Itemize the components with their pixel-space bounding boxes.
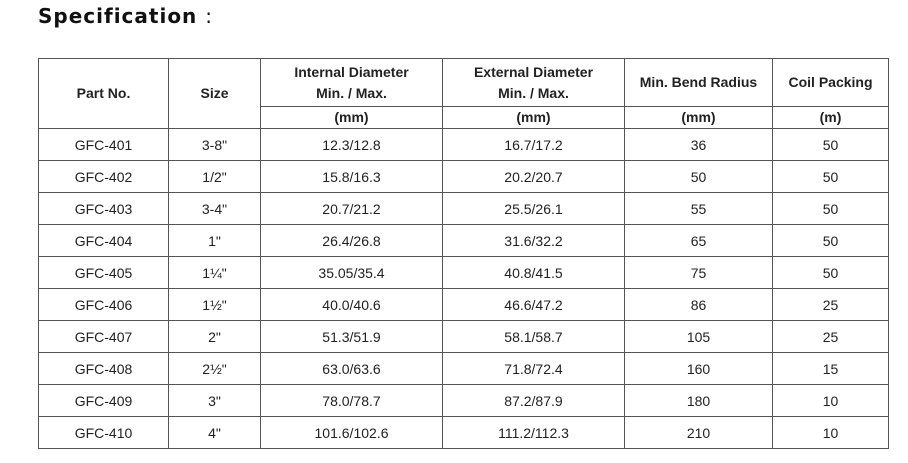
header-internal-diameter — [261, 59, 443, 107]
header-external-line2: Min. / Max. — [498, 84, 569, 101]
cell-internal-diameter: 101.6/102.6 — [261, 417, 443, 449]
cell-coil-packing: 50 — [773, 193, 889, 225]
cell-internal-diameter: 20.7/21.2 — [261, 193, 443, 225]
header-internal-unit: (mm) — [261, 107, 443, 129]
header-bend-unit: (mm) — [625, 107, 773, 129]
table-row — [39, 353, 889, 385]
table-row — [39, 129, 889, 161]
cell-internal-diameter: 40.0/40.6 — [261, 289, 443, 321]
cell-bend-radius: 105 — [625, 321, 773, 353]
cell-external-diameter: 111.2/112.3 — [443, 417, 625, 449]
header-external-line1: External Diameter — [473, 63, 594, 80]
cell-external-diameter: 20.2/20.7 — [443, 161, 625, 193]
table-body — [39, 129, 889, 449]
cell-size: 1¼" — [169, 257, 261, 289]
cell-external-diameter: 25.5/26.1 — [443, 193, 625, 225]
cell-size: 4" — [169, 417, 261, 449]
header-internal-line1: Internal Diameter — [294, 63, 409, 80]
cell-size: 1/2" — [169, 161, 261, 193]
cell-coil-packing: 10 — [773, 417, 889, 449]
cell-bend-radius: 36 — [625, 129, 773, 161]
cell-size: 3-8" — [169, 129, 261, 161]
cell-coil-packing: 25 — [773, 289, 889, 321]
cell-external-diameter: 40.8/41.5 — [443, 257, 625, 289]
cell-external-diameter: 46.6/47.2 — [443, 289, 625, 321]
table-row — [39, 257, 889, 289]
header-coil-packing: Coil Packing — [773, 59, 889, 107]
cell-external-diameter: 31.6/32.2 — [443, 225, 625, 257]
cell-coil-packing: 50 — [773, 129, 889, 161]
cell-part-no: GFC-402 — [39, 161, 169, 193]
cell-bend-radius: 50 — [625, 161, 773, 193]
table-row — [39, 161, 889, 193]
table-row — [39, 417, 889, 449]
page-title-text: Specification — [38, 4, 198, 28]
cell-coil-packing: 15 — [773, 353, 889, 385]
cell-size: 2½" — [169, 353, 261, 385]
cell-part-no: GFC-404 — [39, 225, 169, 257]
table-row — [39, 193, 889, 225]
cell-internal-diameter: 78.0/78.7 — [261, 385, 443, 417]
header-external-diameter — [443, 59, 625, 107]
table-row — [39, 385, 889, 417]
specification-table — [38, 58, 889, 449]
cell-internal-diameter: 51.3/51.9 — [261, 321, 443, 353]
cell-internal-diameter: 15.8/16.3 — [261, 161, 443, 193]
cell-coil-packing: 25 — [773, 321, 889, 353]
header-part-no: Part No. — [39, 59, 169, 129]
cell-coil-packing: 10 — [773, 385, 889, 417]
cell-internal-diameter: 12.3/12.8 — [261, 129, 443, 161]
table-header — [39, 59, 889, 129]
page-title-colon: : — [205, 4, 213, 28]
cell-part-no: GFC-405 — [39, 257, 169, 289]
cell-coil-packing: 50 — [773, 161, 889, 193]
cell-size: 2" — [169, 321, 261, 353]
header-external-unit: (mm) — [443, 107, 625, 129]
cell-bend-radius: 180 — [625, 385, 773, 417]
cell-bend-radius: 160 — [625, 353, 773, 385]
cell-external-diameter: 16.7/17.2 — [443, 129, 625, 161]
cell-external-diameter: 58.1/58.7 — [443, 321, 625, 353]
cell-part-no: GFC-408 — [39, 353, 169, 385]
cell-part-no: GFC-406 — [39, 289, 169, 321]
cell-part-no: GFC-410 — [39, 417, 169, 449]
cell-size: 1½" — [169, 289, 261, 321]
cell-bend-radius: 86 — [625, 289, 773, 321]
table-row — [39, 289, 889, 321]
cell-external-diameter: 71.8/72.4 — [443, 353, 625, 385]
cell-coil-packing: 50 — [773, 225, 889, 257]
header-internal-line2: Min. / Max. — [316, 84, 387, 101]
cell-external-diameter: 87.2/87.9 — [443, 385, 625, 417]
cell-part-no: GFC-409 — [39, 385, 169, 417]
cell-bend-radius: 210 — [625, 417, 773, 449]
header-coil-unit: (m) — [773, 107, 889, 129]
cell-internal-diameter: 26.4/26.8 — [261, 225, 443, 257]
cell-internal-diameter: 63.0/63.6 — [261, 353, 443, 385]
cell-coil-packing: 50 — [773, 257, 889, 289]
cell-bend-radius: 55 — [625, 193, 773, 225]
cell-part-no: GFC-401 — [39, 129, 169, 161]
cell-part-no: GFC-407 — [39, 321, 169, 353]
cell-bend-radius: 75 — [625, 257, 773, 289]
cell-bend-radius: 65 — [625, 225, 773, 257]
cell-size: 3-4" — [169, 193, 261, 225]
cell-internal-diameter: 35.05/35.4 — [261, 257, 443, 289]
header-size: Size — [169, 59, 261, 129]
page-title — [38, 4, 212, 28]
header-bend-radius: Min. Bend Radius — [625, 59, 773, 107]
table-row — [39, 321, 889, 353]
cell-size: 3" — [169, 385, 261, 417]
table-row — [39, 225, 889, 257]
cell-size: 1" — [169, 225, 261, 257]
cell-part-no: GFC-403 — [39, 193, 169, 225]
